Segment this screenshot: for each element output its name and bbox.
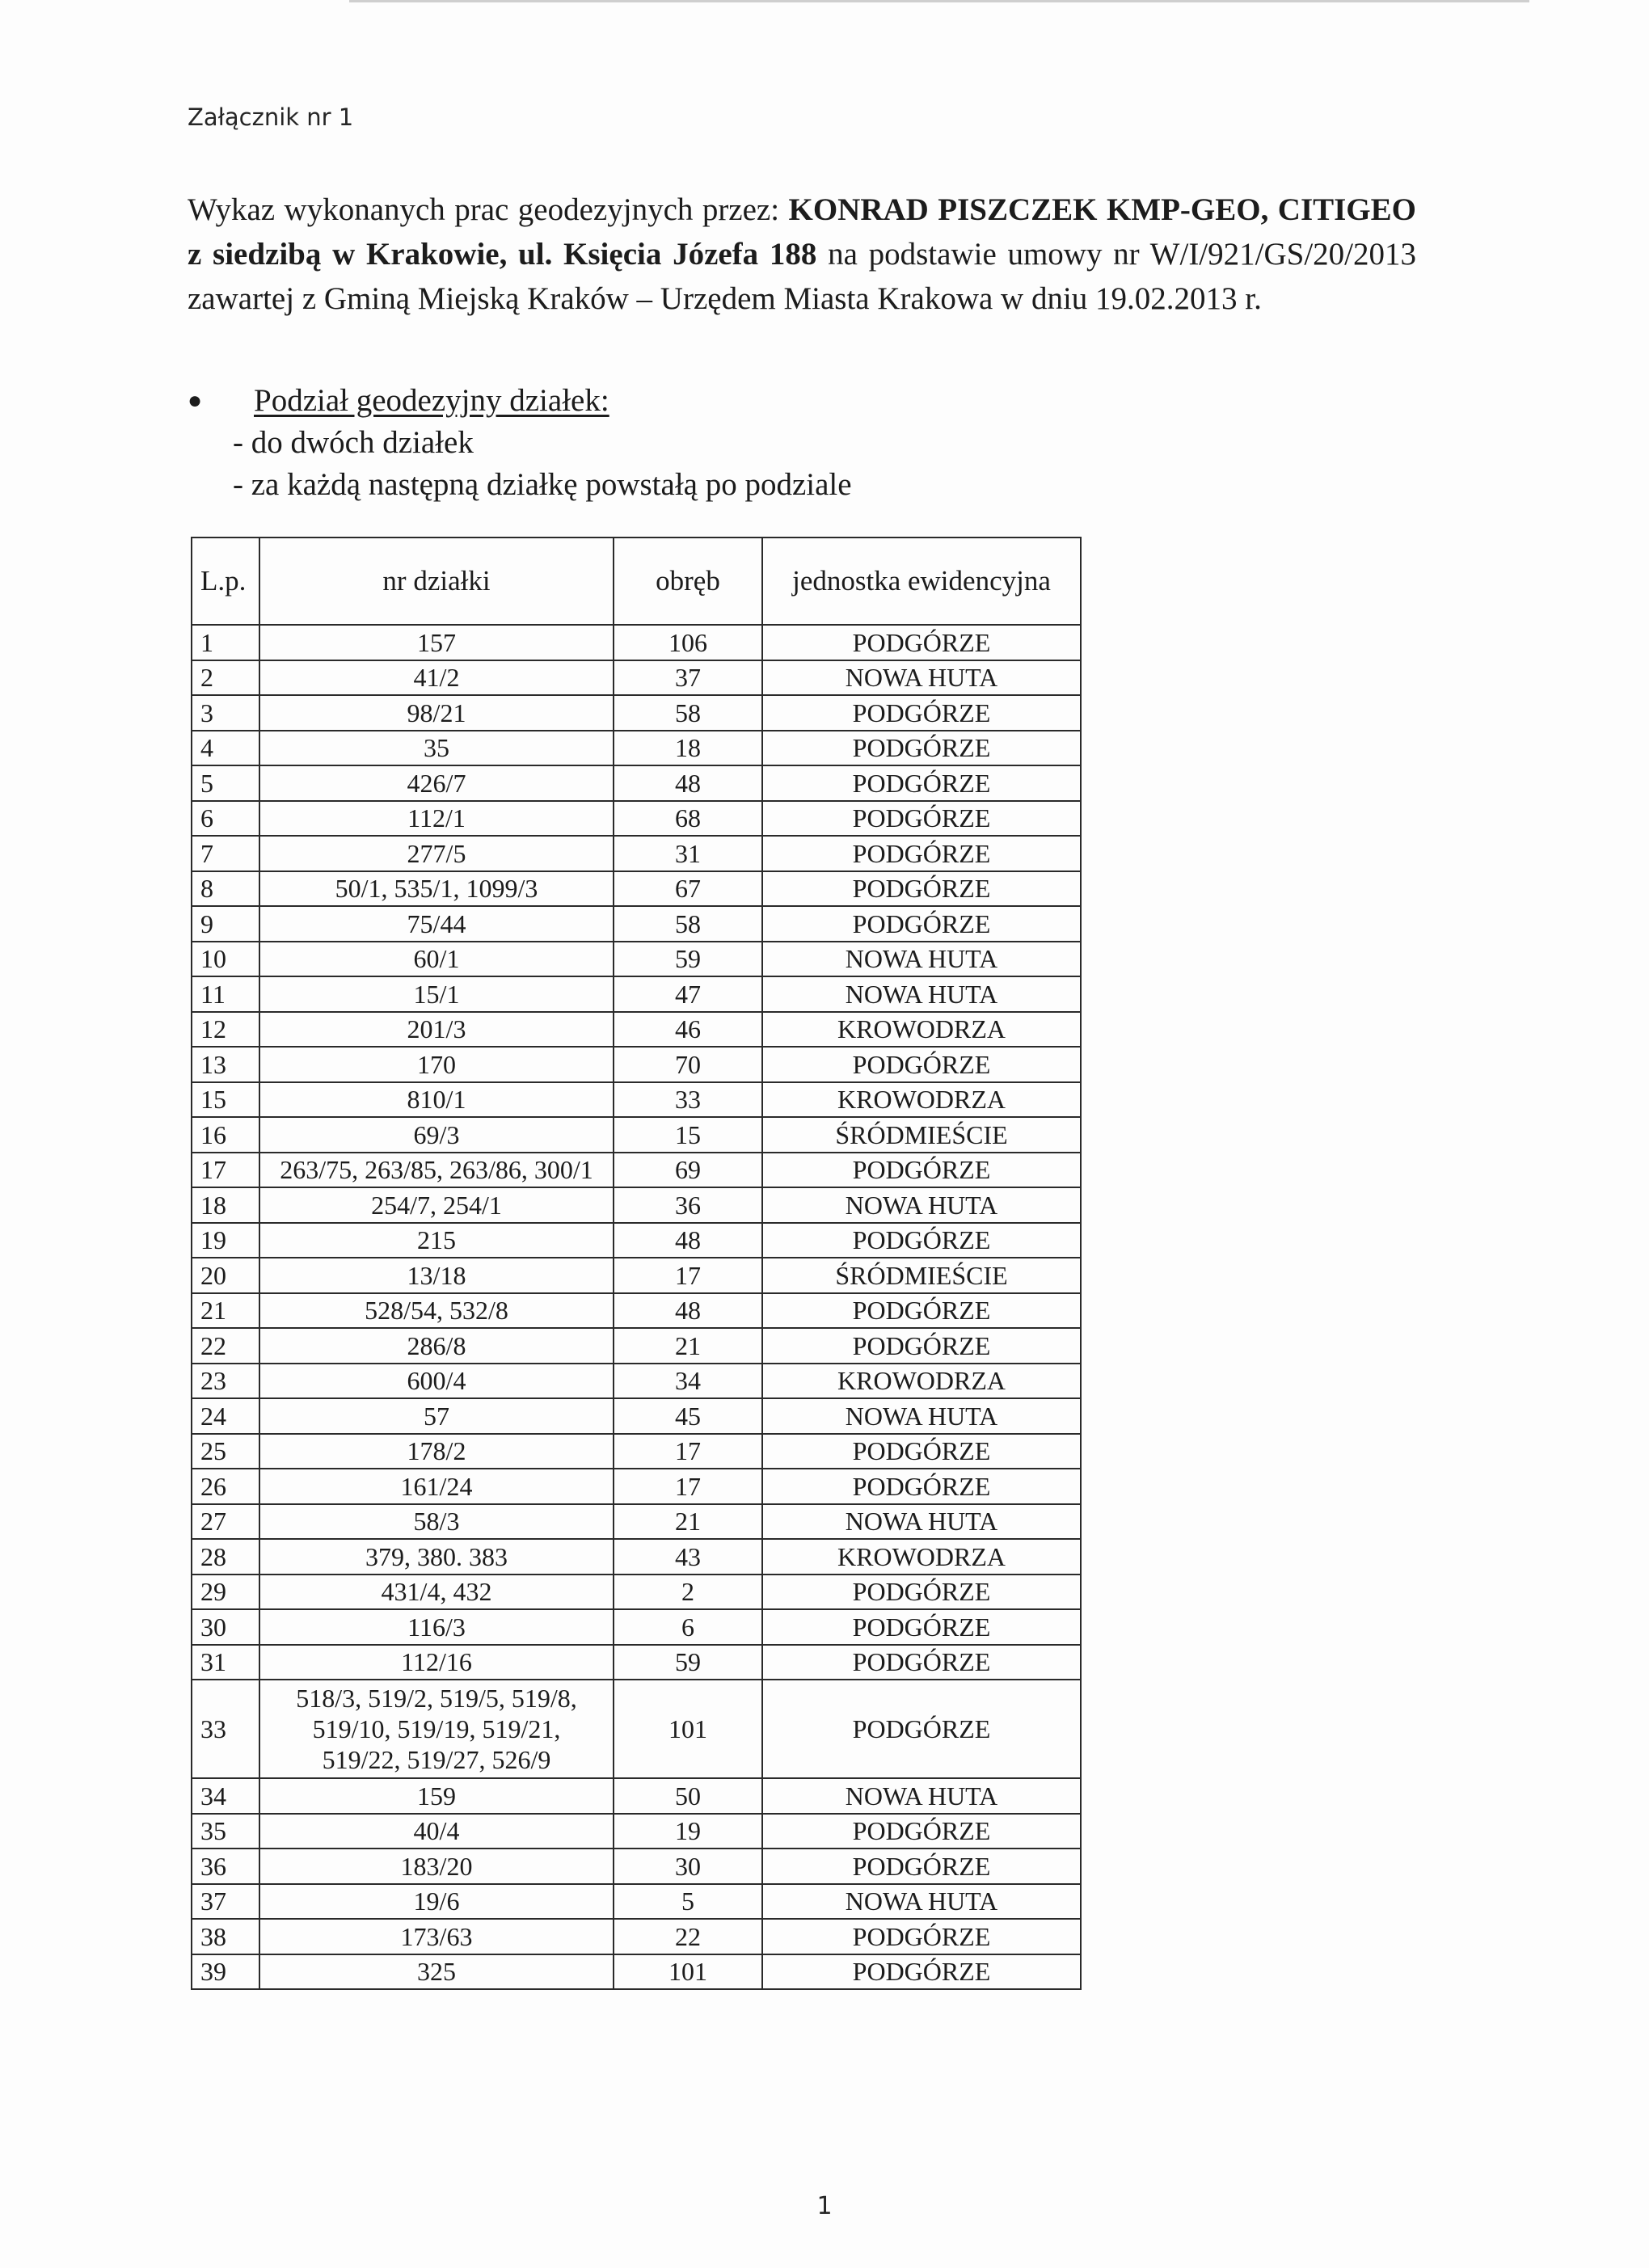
row-unit: NOWA HUTA (762, 942, 1081, 977)
table-row (192, 1778, 1081, 1814)
row-precinct: 19 (614, 1814, 762, 1849)
table-row (192, 906, 1081, 942)
row-parcel: 112/1 (259, 801, 614, 837)
row-precinct: 6 (614, 1609, 762, 1645)
table-row (192, 1575, 1081, 1610)
row-precinct: 59 (614, 942, 762, 977)
table-row (192, 1884, 1081, 1920)
row-parcel: 98/21 (259, 695, 614, 731)
row-parcel: 57 (259, 1398, 614, 1434)
row-lp: 13 (192, 1047, 259, 1082)
row-parcel: 518/3, 519/2, 519/5, 519/8, 519/10, 519/19, 519/21, 519/22, 519/27, 526/9 (259, 1680, 614, 1778)
row-parcel: 431/4, 432 (259, 1575, 614, 1610)
row-unit: KROWODRZA (762, 1012, 1081, 1048)
row-precinct: 106 (614, 625, 762, 660)
row-lp: 20 (192, 1258, 259, 1293)
row-precinct: 70 (614, 1047, 762, 1082)
row-precinct: 58 (614, 906, 762, 942)
row-lp: 7 (192, 836, 259, 871)
table-row (192, 1117, 1081, 1153)
table-row (192, 1328, 1081, 1364)
row-parcel: 600/4 (259, 1364, 614, 1399)
section-division (188, 380, 852, 506)
row-lp: 4 (192, 731, 259, 766)
table-row (192, 1539, 1081, 1575)
row-precinct: 31 (614, 836, 762, 871)
row-lp: 8 (192, 871, 259, 907)
row-parcel: 215 (259, 1223, 614, 1258)
intro-text-end: na podstawie umowy nr W/I/921/GS/20/2013 zawartej z Gminą Miejską Kraków – Urzędem Miasta Krakowa w dniu 19.02.2013 r. (188, 237, 1416, 316)
row-parcel: 325 (259, 1954, 614, 1990)
row-parcel: 13/18 (259, 1258, 614, 1293)
row-precinct: 48 (614, 1293, 762, 1329)
row-parcel: 810/1 (259, 1082, 614, 1118)
row-unit: ŚRÓDMIEŚCIE (762, 1117, 1081, 1153)
table-row (192, 871, 1081, 907)
table-row (192, 1153, 1081, 1188)
row-lp: 24 (192, 1398, 259, 1434)
row-lp: 25 (192, 1434, 259, 1469)
row-unit: PODGÓRZE (762, 1293, 1081, 1329)
row-parcel: 379, 380. 383 (259, 1539, 614, 1575)
annex-label: Załącznik nr 1 (188, 103, 354, 131)
row-precinct: 15 (614, 1117, 762, 1153)
section-heading-row (188, 380, 852, 422)
table-row (192, 731, 1081, 766)
row-unit: PODGÓRZE (762, 1680, 1081, 1778)
row-parcel: 178/2 (259, 1434, 614, 1469)
row-parcel: 19/6 (259, 1884, 614, 1920)
row-parcel: 35 (259, 731, 614, 766)
row-lp: 28 (192, 1539, 259, 1575)
row-unit: PODGÓRZE (762, 906, 1081, 942)
row-unit: PODGÓRZE (762, 836, 1081, 871)
row-unit: NOWA HUTA (762, 660, 1081, 696)
row-precinct: 30 (614, 1849, 762, 1884)
row-lp: 16 (192, 1117, 259, 1153)
row-lp: 2 (192, 660, 259, 696)
row-parcel: 263/75, 263/85, 263/86, 300/1 (259, 1153, 614, 1188)
row-parcel: 69/3 (259, 1117, 614, 1153)
row-unit: PODGÓRZE (762, 765, 1081, 801)
row-unit: NOWA HUTA (762, 1398, 1081, 1434)
row-precinct: 36 (614, 1187, 762, 1223)
table-row (192, 1609, 1081, 1645)
row-unit: PODGÓRZE (762, 1047, 1081, 1082)
row-lp: 29 (192, 1575, 259, 1610)
row-precinct: 43 (614, 1539, 762, 1575)
row-parcel: 201/3 (259, 1012, 614, 1048)
parcel-table (191, 537, 1082, 1990)
header-lp: L.p. (192, 537, 259, 625)
row-unit: PODGÓRZE (762, 695, 1081, 731)
table-row (192, 1398, 1081, 1434)
row-unit: PODGÓRZE (762, 1814, 1081, 1849)
row-parcel: 286/8 (259, 1328, 614, 1364)
table-row (192, 1954, 1081, 1990)
row-parcel: 173/63 (259, 1919, 614, 1954)
row-precinct: 46 (614, 1012, 762, 1048)
row-unit: PODGÓRZE (762, 1575, 1081, 1610)
row-lp: 38 (192, 1919, 259, 1954)
table-row (192, 1645, 1081, 1680)
row-lp: 15 (192, 1082, 259, 1118)
page-number: 1 (816, 2192, 833, 2220)
row-lp: 23 (192, 1364, 259, 1399)
row-lp: 30 (192, 1609, 259, 1645)
table-row (192, 1012, 1081, 1048)
table-row (192, 765, 1081, 801)
row-lp: 35 (192, 1814, 259, 1849)
table-row (192, 1919, 1081, 1954)
row-parcel: 60/1 (259, 942, 614, 977)
row-unit: PODGÓRZE (762, 1153, 1081, 1188)
row-precinct: 17 (614, 1469, 762, 1504)
row-unit: PODGÓRZE (762, 1434, 1081, 1469)
row-unit: KROWODRZA (762, 1364, 1081, 1399)
section-heading: Podział geodezyjny działek: (254, 383, 609, 418)
row-precinct: 37 (614, 660, 762, 696)
row-lp: 18 (192, 1187, 259, 1223)
row-parcel: 50/1, 535/1, 1099/3 (259, 871, 614, 907)
intro-paragraph (188, 188, 1416, 321)
table-row (192, 1680, 1081, 1778)
table-row (192, 1293, 1081, 1329)
section-item: - do dwóch działek (233, 425, 474, 460)
row-lp: 11 (192, 976, 259, 1012)
row-parcel: 75/44 (259, 906, 614, 942)
scan-edge-line (349, 0, 1529, 2)
row-lp: 37 (192, 1884, 259, 1920)
row-unit: NOWA HUTA (762, 976, 1081, 1012)
row-parcel: 116/3 (259, 1609, 614, 1645)
row-parcel: 254/7, 254/1 (259, 1187, 614, 1223)
row-lp: 26 (192, 1469, 259, 1504)
row-precinct: 5 (614, 1884, 762, 1920)
row-lp: 36 (192, 1849, 259, 1884)
row-precinct: 67 (614, 871, 762, 907)
row-lp: 1 (192, 625, 259, 660)
table-row (192, 1187, 1081, 1223)
row-lp: 19 (192, 1223, 259, 1258)
row-parcel: 528/54, 532/8 (259, 1293, 614, 1329)
row-lp: 5 (192, 765, 259, 801)
row-unit: PODGÓRZE (762, 1223, 1081, 1258)
row-precinct: 50 (614, 1778, 762, 1814)
row-precinct: 101 (614, 1954, 762, 1990)
row-unit: NOWA HUTA (762, 1884, 1081, 1920)
table-row (192, 660, 1081, 696)
row-lp: 12 (192, 1012, 259, 1048)
row-precinct: 59 (614, 1645, 762, 1680)
row-precinct: 58 (614, 695, 762, 731)
row-lp: 3 (192, 695, 259, 731)
row-parcel: 41/2 (259, 660, 614, 696)
row-parcel: 40/4 (259, 1814, 614, 1849)
row-precinct: 68 (614, 801, 762, 837)
row-precinct: 47 (614, 976, 762, 1012)
row-parcel: 15/1 (259, 976, 614, 1012)
table-row (192, 976, 1081, 1012)
table-row (192, 801, 1081, 837)
row-precinct: 21 (614, 1504, 762, 1540)
intro-text-start: Wykaz wykonanych prac geodezyjnych przez: (188, 192, 789, 227)
row-precinct: 21 (614, 1328, 762, 1364)
table-body (192, 625, 1081, 1989)
table-row (192, 1849, 1081, 1884)
row-unit: ŚRÓDMIEŚCIE (762, 1258, 1081, 1293)
row-lp: 17 (192, 1153, 259, 1188)
row-unit: PODGÓRZE (762, 731, 1081, 766)
table-row (192, 1469, 1081, 1504)
table-row (192, 1504, 1081, 1540)
row-lp: 31 (192, 1645, 259, 1680)
row-lp: 22 (192, 1328, 259, 1364)
row-lp: 39 (192, 1954, 259, 1990)
row-parcel: 112/16 (259, 1645, 614, 1680)
row-parcel: 157 (259, 625, 614, 660)
row-lp: 21 (192, 1293, 259, 1329)
row-unit: PODGÓRZE (762, 1849, 1081, 1884)
row-unit: KROWODRZA (762, 1539, 1081, 1575)
row-precinct: 48 (614, 1223, 762, 1258)
company-name: KONRAD PISZCZEK KMP-GEO, CITIGEO z siedzibą w Krakowie, ul. Księcia Józefa 188 (188, 192, 1416, 272)
table-row (192, 695, 1081, 731)
table-row (192, 1258, 1081, 1293)
row-parcel: 183/20 (259, 1849, 614, 1884)
table-row (192, 1223, 1081, 1258)
row-unit: PODGÓRZE (762, 1609, 1081, 1645)
row-unit: NOWA HUTA (762, 1778, 1081, 1814)
table-row (192, 1434, 1081, 1469)
bullet-icon: ● (188, 387, 203, 414)
table-row (192, 1814, 1081, 1849)
header-unit: jednostka ewidencyjna (762, 537, 1081, 625)
table-row (192, 1047, 1081, 1082)
header-parcel: nr działki (259, 537, 614, 625)
row-precinct: 48 (614, 765, 762, 801)
header-precinct: obręb (614, 537, 762, 625)
row-precinct: 18 (614, 731, 762, 766)
row-precinct: 17 (614, 1434, 762, 1469)
row-lp: 33 (192, 1680, 259, 1778)
table-row (192, 836, 1081, 871)
table-row (192, 1082, 1081, 1118)
row-parcel: 426/7 (259, 765, 614, 801)
table-header-row (192, 537, 1081, 625)
row-precinct: 34 (614, 1364, 762, 1399)
row-unit: PODGÓRZE (762, 871, 1081, 907)
row-parcel: 161/24 (259, 1469, 614, 1504)
table-row (192, 942, 1081, 977)
row-unit: PODGÓRZE (762, 1954, 1081, 1990)
row-lp: 10 (192, 942, 259, 977)
row-unit: PODGÓRZE (762, 1328, 1081, 1364)
row-unit: PODGÓRZE (762, 1645, 1081, 1680)
row-lp: 34 (192, 1778, 259, 1814)
row-unit: NOWA HUTA (762, 1504, 1081, 1540)
row-precinct: 33 (614, 1082, 762, 1118)
row-unit: PODGÓRZE (762, 1919, 1081, 1954)
row-precinct: 69 (614, 1153, 762, 1188)
row-precinct: 22 (614, 1919, 762, 1954)
row-lp: 27 (192, 1504, 259, 1540)
table-row (192, 625, 1081, 660)
table-row (192, 1364, 1081, 1399)
row-unit: PODGÓRZE (762, 625, 1081, 660)
section-item: - za każdą następną działkę powstałą po podziale (233, 467, 852, 502)
row-unit: KROWODRZA (762, 1082, 1081, 1118)
row-precinct: 2 (614, 1575, 762, 1610)
row-lp: 9 (192, 906, 259, 942)
row-parcel: 58/3 (259, 1504, 614, 1540)
row-unit: PODGÓRZE (762, 801, 1081, 837)
row-precinct: 45 (614, 1398, 762, 1434)
row-precinct: 101 (614, 1680, 762, 1778)
row-parcel: 170 (259, 1047, 614, 1082)
row-lp: 6 (192, 801, 259, 837)
row-unit: NOWA HUTA (762, 1187, 1081, 1223)
row-precinct: 17 (614, 1258, 762, 1293)
row-unit: PODGÓRZE (762, 1469, 1081, 1504)
row-parcel: 159 (259, 1778, 614, 1814)
row-parcel: 277/5 (259, 836, 614, 871)
